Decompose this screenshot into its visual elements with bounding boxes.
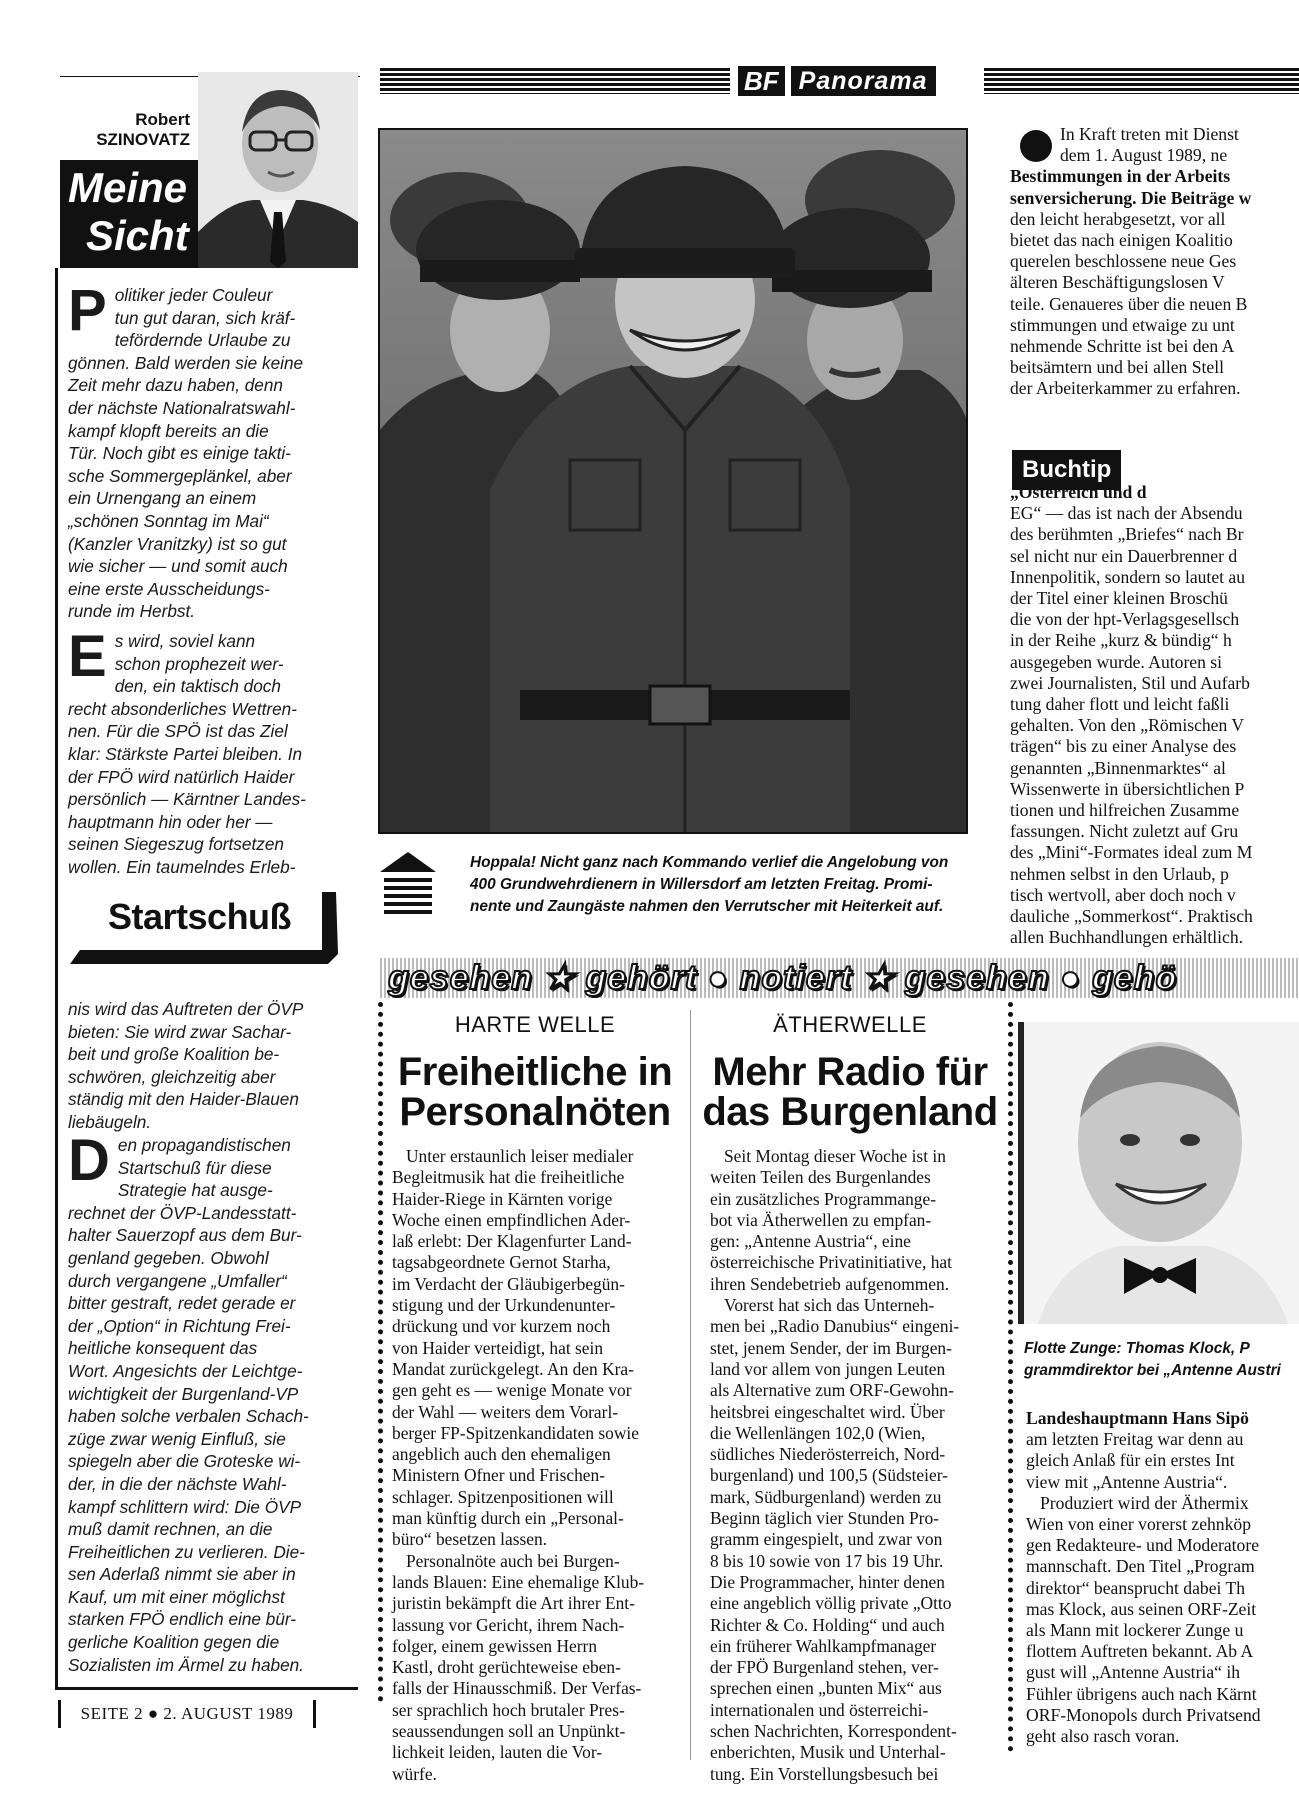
dotted-divider	[1008, 1002, 1013, 1752]
article3-line: gen Redakteure- und Moderatore	[1026, 1535, 1260, 1556]
column-line: durch vergangene „Umfaller“	[68, 1270, 287, 1291]
article3-line: gleich Anlaß für ein erstes Int	[1026, 1450, 1235, 1471]
column-line: züge zwar wenig Einfluß, sie	[68, 1428, 286, 1449]
article1-line: stigung und der Urkundenunter-	[392, 1295, 616, 1316]
article1-line: schlager. Spitzenpositionen will	[392, 1486, 614, 1507]
dropcap-p: P	[68, 278, 107, 343]
column-line: halter Sauerzopf aus dem Bur-	[68, 1225, 302, 1246]
article2-line: Seit Montag dieser Woche ist in	[724, 1146, 946, 1166]
column-line: recht absonderliches Wettren-	[68, 698, 297, 719]
article3-body	[1026, 1408, 1299, 1747]
column-line: gönnen. Bald werden sie keine	[68, 352, 304, 373]
article1-headline	[390, 1052, 680, 1132]
buchtip-line: gehalten. Von den „Römischen V	[1010, 715, 1245, 736]
article1-line: tagsabgeordnete Gernot Starha,	[392, 1252, 611, 1273]
notice-line: dem 1. August 1989, ne	[1060, 145, 1228, 166]
notice-line: querelen beschlossene neue Ges	[1010, 251, 1237, 272]
article2-line: Richter & Co. Holding“ und auch	[710, 1614, 945, 1635]
article3-line: mannschaft. Den Titel „Program	[1026, 1556, 1255, 1577]
article2-line: sprechen einen „bunten Mix“ aus	[710, 1678, 942, 1699]
column-line: s wird, soviel kann	[114, 631, 256, 651]
article1-body	[392, 1146, 682, 1785]
column-line: beit und große Koalition be-	[68, 1044, 280, 1065]
column-paragraph-2	[68, 624, 352, 879]
column-line: wichtigkeit der Burgenland-VP	[68, 1383, 299, 1404]
column-line: Sozialisten im Ärmel zu haben.	[68, 1654, 304, 1675]
column-line: wie sicher — und somit auch	[68, 556, 288, 577]
buchtip-line: sel nicht nur ein Dauerbrenner d	[1010, 545, 1238, 566]
subhead-text: Startschuß	[108, 896, 292, 937]
article2-line: enberichten, Musik und Unterhal-	[710, 1742, 946, 1763]
article2-line: südliches Niederösterreich, Nord-	[710, 1444, 946, 1465]
article1-headline-line2: Personalnöten	[399, 1090, 671, 1134]
article3-line: ORF-Monopols durch Privatsend	[1026, 1704, 1261, 1725]
column-line: heitliche konsequent das	[68, 1338, 258, 1359]
column-line: den, ein taktisch doch	[114, 676, 281, 697]
article1-headline-line1: Freiheitliche in	[397, 1050, 673, 1094]
column-line: genland gegeben. Obwohl	[68, 1247, 269, 1268]
gesehen-band	[380, 958, 1299, 998]
column-line: tun gut daran, sich kräf-	[114, 307, 296, 328]
article1-line: von Haider verteidigt, hat sein	[392, 1337, 604, 1358]
article1-line: Kastl, droht gerüchteweise eben-	[392, 1657, 621, 1678]
article1-line: würfe.	[392, 1763, 437, 1784]
article2-line: tung. Ein Vorstellungsbesuch bei	[710, 1763, 939, 1784]
article1-line: gen geht es — wenige Monate vor	[392, 1380, 632, 1401]
article1-line: Unter erstaunlich leiser medialer	[406, 1146, 634, 1166]
buchtip-line: tisch wertvoll, aber doch noch v	[1010, 884, 1236, 905]
column-line: en propagandistischen	[117, 1135, 291, 1155]
notice-line: senversicherung. Die Beiträge w	[1010, 187, 1252, 208]
article2-line: men bei „Radio Danubius“ eingeni-	[710, 1316, 960, 1337]
article1-line: büro“ besetzen lassen.	[392, 1529, 548, 1550]
article1-line: laß erlebt: Der Klagenfurter Land-	[392, 1231, 632, 1252]
column-line: „schönen Sonntag im Mai“	[68, 510, 269, 531]
column-line: rechnet der ÖVP-Landesstatt-	[68, 1202, 297, 1223]
article2-line: Die Programmacher, hinter denen	[710, 1571, 945, 1592]
column-title-line2: Sicht	[86, 212, 189, 259]
article1-line: berger FP-Spitzenkandidaten sowie	[392, 1422, 639, 1443]
article1-line: Ministern Ofner und Frischen-	[392, 1465, 605, 1486]
buchtip-line: tionen und hilfreichen Zusamme	[1010, 800, 1240, 821]
columnist-portrait	[198, 72, 358, 268]
column-line: Freiheitlichen zu verlieren. Die-	[68, 1541, 305, 1562]
notice-line: Bestimmungen in der Arbeits	[1010, 166, 1231, 187]
column-line: ständig mit den Haider-Blauen	[68, 1089, 299, 1110]
buchtip-line: der Titel einer kleinen Broschü	[1010, 588, 1228, 609]
column-line: sen Aderlaß nimmt sie aber in	[68, 1564, 296, 1585]
article1-line: folger, einem gewissen Herrn	[392, 1635, 598, 1656]
article1-line: ser sprachlich hoch brutaler Pres-	[392, 1699, 625, 1720]
subhead-startschuss	[70, 892, 338, 964]
column-line: der nächste Nationalratswahl-	[68, 397, 296, 418]
article3-line: direktor“ beansprucht dabei Th	[1026, 1577, 1246, 1598]
portrait-caption-line2: grammdirektor bei „Antenne Austri	[1024, 1362, 1281, 1379]
dropcap-e: E	[68, 624, 107, 689]
buchtip-line: „Österreich und d	[1010, 482, 1147, 502]
column-line: olitiker jeder Couleur	[114, 285, 273, 305]
dotted-divider	[378, 1002, 383, 1702]
author-last-name: SZINOVATZ	[96, 130, 190, 149]
column-line: gerliche Koalition gegen die	[68, 1632, 280, 1653]
column-line: Startschuß für diese	[117, 1157, 272, 1178]
article2-line: ihren Sendebetrieb aufgenommen.	[710, 1273, 950, 1294]
section-header	[380, 68, 1299, 94]
article1-line: lands Blauen: Eine ehemalige Klub-	[392, 1571, 645, 1592]
article1-line: falls der Hinausschmiß. Der Verfas-	[392, 1678, 642, 1699]
page-footer	[58, 1700, 316, 1728]
article1-line: lichkeit leiden, lauten die Vor-	[392, 1742, 603, 1763]
gesehen-band-text: gesehen ★ gehört ● notiert ★ gesehen ● gehö	[388, 959, 1178, 997]
buchtip-line: genannten „Binnenmarktes“ al	[1010, 757, 1226, 778]
article2-line: gramm eingespielt, und zwar von	[710, 1529, 943, 1550]
article1-line: drückung und vor kurzem noch	[392, 1316, 611, 1337]
column-line: seinen Siegeszug fortsetzen	[68, 834, 284, 855]
panorama-label: Panorama	[791, 66, 936, 96]
section-logo	[734, 64, 980, 98]
buchtip-line: nehmen selbst in den Urlaub, p	[1010, 863, 1229, 884]
column-paragraph-4	[68, 1128, 352, 1676]
column-line: starken FPÖ endlich eine bür-	[68, 1609, 297, 1630]
buchtip-line: allen Buchhandlungen erhältlich.	[1010, 927, 1244, 948]
buchtip-line: EG“ — das ist nach der Absendu	[1010, 503, 1243, 524]
notice-line: bietet das nach einigen Koalitio	[1010, 230, 1233, 251]
article2-line: bot via Ätherwellen zu empfan-	[710, 1209, 932, 1230]
article1-line: Begleitmusik hat die freiheitliche	[392, 1167, 625, 1188]
notice-line: teile. Genaueres über die neuen B	[1010, 293, 1248, 314]
article2-line: gen: „Antenne Austria“, eine	[710, 1231, 911, 1252]
buchtip-text	[1010, 482, 1299, 948]
notice-line: beitsämtern und bei allen Stell	[1010, 357, 1225, 378]
portrait-caption-line1: Flotte Zunge: Thomas Klock, P	[1024, 1340, 1250, 1357]
notice-line: der Arbeiterkammer zu erfahren.	[1010, 378, 1241, 399]
article3-line: Produziert wird der Äthermix	[1040, 1492, 1249, 1513]
article3-line: mas Klock, aus seinen ORF-Zeit	[1026, 1598, 1257, 1619]
article2-line: 8 bis 10 sowie von 17 bis 19 Uhr.	[710, 1550, 944, 1571]
article2-line: der FPÖ Burgenland stehen, ver-	[710, 1657, 939, 1678]
buchtip-line: des berühmten „Briefes“ nach Br	[1010, 524, 1244, 545]
buchtip-line: des „Mini“-Formates ideal zum M	[1010, 842, 1253, 863]
buchtip-line: fassungen. Nicht zuletzt auf Gru	[1010, 821, 1239, 842]
column-title	[60, 160, 198, 268]
caption-arrow-icon	[380, 852, 436, 922]
buchtip-line: Innenpolitik, sondern so lautet au	[1010, 566, 1246, 587]
buchtip-line: zwei Journalisten, Stil und Aufarb	[1010, 672, 1250, 693]
column-line: kampf schlittern wird: Die ÖVP	[68, 1496, 302, 1517]
article2-line: ein früherer Wahlkampfmanager	[710, 1635, 937, 1656]
column-line: muß damit rechnen, an die	[68, 1519, 273, 1540]
column-line: schwören, gleichzeitig aber	[68, 1066, 276, 1087]
author-first-name: Robert	[135, 110, 190, 129]
photo-caption-line: 400 Grundwehrdienern in Willersdorf am letzten Freitag. Promi-	[470, 876, 933, 893]
column-line: bitter gestraft, redet gerade er	[68, 1293, 296, 1314]
article2-line: weiten Teilen des Burgenlandes	[710, 1167, 931, 1188]
buchtip-line: trägen“ bis zu einer Analyse des	[1010, 736, 1237, 757]
buchtip-line: tung daher flott und leicht faßli	[1010, 694, 1230, 715]
article1-line: lassung vor Gericht, ihrem Nach-	[392, 1614, 625, 1635]
article2-line: Beginn täglich vier Stunden Pro-	[710, 1508, 939, 1529]
notice-line: nehmende Schritte ist bei den A	[1010, 336, 1235, 357]
column-paragraph-3	[68, 998, 352, 1134]
header-stripes-left	[380, 68, 730, 94]
article1-line: im Verdacht der Gläubigerbegün-	[392, 1273, 625, 1294]
buchtip-line: die von der hpt-Verlagsgesellsch	[1010, 609, 1240, 630]
column-line: wollen. Ein taumelndes Erleb-	[68, 856, 296, 877]
column-line: Tür. Noch gibt es einige takti-	[68, 443, 291, 464]
column-line: der FPÖ wird natürlich Haider	[68, 766, 295, 787]
column-title-line1: Meine	[68, 164, 188, 211]
column-line: haben solche verbalen Schach-	[68, 1406, 309, 1427]
column-line: der, in die der nächste Wahl-	[68, 1473, 287, 1494]
article2-headline-line1: Mehr Radio für	[712, 1050, 988, 1094]
article1-line: Haider-Riege in Kärnten vorige	[392, 1188, 613, 1209]
article2-line: die Wellenlängen 102,0 (Wien,	[710, 1422, 926, 1443]
column-line: runde im Herbst.	[68, 601, 196, 622]
column-line: nis wird das Auftreten der ÖVP	[68, 999, 304, 1019]
article2-line: internationalen und österreichi-	[710, 1699, 929, 1720]
article3-line: als Mann mit lockerer Zunge u	[1026, 1620, 1244, 1641]
photo-caption	[470, 852, 970, 918]
column-line: der „Option“ in Richtung Frei-	[68, 1315, 291, 1336]
columnist-name	[80, 110, 190, 150]
column-line: klar: Stärkste Partei bleiben. In	[68, 743, 303, 764]
article2-kicker: ÄTHERWELLE	[773, 1012, 927, 1037]
dropcap-d: D	[68, 1128, 110, 1193]
article1-line: der Wahl — weiters dem Vorarl-	[392, 1401, 619, 1422]
article2-headline-line2: das Burgenland	[702, 1090, 998, 1134]
notice-text	[1010, 124, 1299, 400]
column-line: schon prophezeit wer-	[114, 653, 284, 674]
column-line: kampf klopft bereits an die	[68, 420, 269, 441]
article2-line: Vorerst hat sich das Unterneh-	[724, 1295, 935, 1316]
article2-line: als Alternative zum ORF-Gewohn-	[710, 1380, 954, 1401]
buchtip-line: dauliche „Sommerkost“. Praktisch	[1010, 906, 1253, 927]
header-stripes-right	[984, 68, 1299, 94]
column-line: hauptmann hin oder her —	[68, 811, 273, 832]
article2-line: schen Nachrichten, Korrespondent-	[710, 1721, 957, 1742]
column-line: Kauf, um mit einer möglichst	[68, 1586, 285, 1607]
article1-line: Personalnöte auch bei Burgen-	[406, 1550, 620, 1571]
column-divider	[690, 1010, 691, 1760]
buchtip-line: ausgegeben wurde. Autoren si	[1010, 651, 1223, 672]
article2-line: mark, Südburgenland) werden zu	[710, 1486, 942, 1507]
article2-headline	[700, 1052, 1000, 1132]
article2-line: ein zusätzliches Programmange-	[710, 1188, 936, 1209]
article1-line: Mandat zurückgelegt. An den Kra-	[392, 1358, 634, 1379]
photo-caption-line: nente und Zaungäste nahmen den Verrutscher mit Heiterkeit auf.	[470, 898, 944, 915]
buchtip-line: in der Reihe „kurz & bündig“ h	[1010, 630, 1232, 651]
column-line: bieten: Sie wird zwar Sachar-	[68, 1021, 292, 1042]
column-line: eine erste Ausscheidungs-	[68, 578, 270, 599]
portrait-caption	[1024, 1338, 1299, 1382]
article3-line: Fühler übrigens auch nach Kärnt	[1026, 1683, 1257, 1704]
notice-line: den leicht herabgesetzt, vor all	[1010, 208, 1226, 229]
article2-line: heitsbrei eingeschaltet wird. Über	[710, 1401, 945, 1422]
article2-line: österreichische Privatinitiative, hat	[710, 1252, 952, 1273]
article3-line: gust will „Antenne Austria“ ih	[1026, 1662, 1241, 1683]
article2-line: stet, jenem Sender, der im Burgen-	[710, 1337, 952, 1358]
notice-line: stimmungen und etwaige zu unt	[1010, 314, 1235, 335]
article2-body	[710, 1146, 1000, 1785]
article3-line: Landeshauptmann Hans Sipö	[1026, 1408, 1249, 1428]
klock-portrait	[1018, 1022, 1299, 1324]
article3-line: am letzten Freitag war denn au	[1026, 1429, 1244, 1450]
article1-line: angeblich auch den ehemaligen	[392, 1444, 611, 1465]
article1-line: seaussendungen soll an Unpünkt-	[392, 1721, 626, 1742]
column-line: Zeit mehr dazu haben, denn	[68, 375, 283, 396]
soldiers-photo	[378, 128, 968, 834]
footer-bullet: ●	[147, 1704, 159, 1723]
column-paragraph-1	[68, 278, 352, 623]
article2-line: eine angeblich völlig private „Otto	[710, 1593, 952, 1614]
bf-logo: BF	[738, 66, 785, 96]
article1-line: juristin bekämpft die Art ihrer Ent-	[392, 1593, 635, 1614]
column-line: (Kanzler Vranitzky) ist so gut	[68, 533, 287, 554]
notice-line: älteren Beschäftigungslosen V	[1010, 272, 1225, 293]
column-line: Wort. Angesichts der Leichtge-	[68, 1360, 303, 1381]
column-line: ein Urnengang an einem	[68, 488, 257, 509]
column-line: Strategie hat ausge-	[117, 1180, 273, 1201]
notice-line: In Kraft treten mit Dienst	[1060, 124, 1239, 144]
column-line: persönlich — Kärntner Landes-	[68, 789, 306, 810]
article2-line: land vor allem von jungen Leuten	[710, 1358, 946, 1379]
column-line: nen. Für die SPÖ ist das Ziel	[68, 721, 288, 742]
article1-line: man künftig durch ein „Personal-	[392, 1508, 624, 1529]
column-line: tefördernde Urlaube zu	[114, 330, 291, 351]
article3-line: Wien von einer vorerst zehnköp	[1026, 1514, 1251, 1535]
buchtip-label: Buchtip	[1012, 450, 1121, 490]
article3-line: view mit „Antenne Austria“.	[1026, 1471, 1228, 1492]
article1-kicker: HARTE WELLE	[454, 1012, 616, 1037]
column-line: liebäugeln.	[68, 1111, 152, 1132]
column-line: sche Sommergeplänkel, aber	[68, 465, 292, 486]
article3-line: geht also rasch voran.	[1026, 1726, 1180, 1747]
article2-line: burgenland) und 100,5 (Südsteier-	[710, 1465, 948, 1486]
page-number: SEITE 2	[80, 1704, 144, 1723]
article3-line: flottem Auftreten bekannt. Ab A	[1026, 1641, 1254, 1662]
photo-caption-line: Hoppala! Nicht ganz nach Kommando verlief die Angelobung von	[470, 854, 949, 871]
issue-date: 2. AUGUST 1989	[163, 1704, 294, 1723]
column-line: spiegeln aber die Groteske wi-	[68, 1451, 301, 1472]
article1-line: Woche einen empfindlichen Ader-	[392, 1209, 631, 1230]
buchtip-line: Wissenwerte in übersichtlichen P	[1010, 778, 1245, 799]
